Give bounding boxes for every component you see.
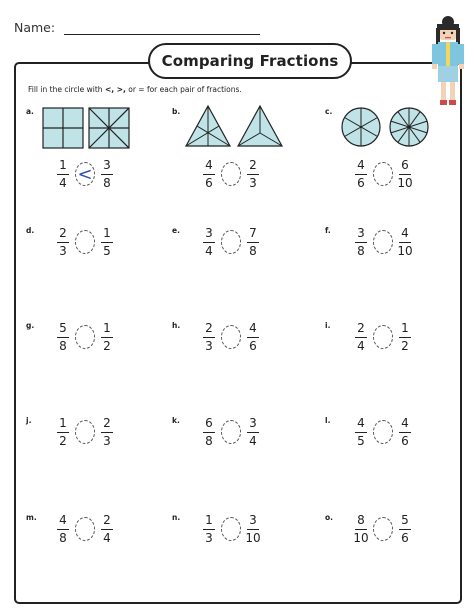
fraction-bar bbox=[399, 337, 411, 338]
right-fraction bbox=[98, 226, 116, 259]
problem-label: e. bbox=[172, 226, 180, 235]
problem-d bbox=[54, 222, 116, 262]
left-fraction bbox=[200, 321, 218, 354]
numerator: 1 bbox=[103, 225, 111, 240]
denominator: 4 bbox=[357, 338, 365, 353]
numerator: 4 bbox=[249, 320, 257, 335]
left-fraction bbox=[54, 226, 72, 259]
answer-circle[interactable] bbox=[221, 517, 241, 541]
fraction-bar bbox=[57, 432, 69, 433]
numerator: 2 bbox=[103, 512, 111, 527]
right-fraction bbox=[98, 416, 116, 449]
answer-circle[interactable] bbox=[75, 517, 95, 541]
denominator: 3 bbox=[249, 175, 257, 190]
triangle-thirds-illustration bbox=[236, 104, 284, 148]
denominator: 3 bbox=[205, 530, 213, 545]
problem-label: f. bbox=[325, 226, 331, 235]
fraction-bar bbox=[399, 529, 411, 530]
problem-o bbox=[352, 509, 414, 549]
problem-label: j. bbox=[26, 416, 32, 425]
fraction-bar bbox=[57, 174, 69, 175]
answer-circle[interactable] bbox=[75, 325, 95, 349]
instructions-suffix: or = for each pair of fractions. bbox=[125, 85, 242, 94]
numerator: 4 bbox=[205, 157, 213, 172]
instructions-prefix: Fill in the circle with bbox=[28, 85, 105, 94]
answer-circle[interactable] bbox=[373, 230, 393, 254]
problem-i bbox=[352, 317, 414, 357]
right-fraction bbox=[98, 321, 116, 354]
problem-h bbox=[200, 317, 262, 357]
right-fraction bbox=[396, 226, 414, 259]
problem-l bbox=[352, 412, 414, 452]
fraction-bar bbox=[247, 529, 259, 530]
left-fraction bbox=[54, 513, 72, 546]
fraction-bar bbox=[399, 432, 411, 433]
problem-g bbox=[54, 317, 116, 357]
numerator: 1 bbox=[401, 320, 409, 335]
left-fraction bbox=[54, 158, 72, 191]
answer-circle[interactable]: < bbox=[75, 162, 95, 186]
right-fraction bbox=[244, 513, 262, 546]
problem-label: m. bbox=[26, 513, 37, 522]
problem-label: i. bbox=[325, 321, 331, 330]
left-fraction bbox=[200, 513, 218, 546]
denominator: 5 bbox=[357, 433, 365, 448]
problem-label: o. bbox=[325, 513, 334, 522]
worksheet-title: Comparing Fractions bbox=[148, 43, 352, 79]
square-eighths-illustration bbox=[88, 107, 130, 149]
denominator: 8 bbox=[205, 433, 213, 448]
fraction-bar bbox=[247, 242, 259, 243]
problem-b bbox=[200, 154, 262, 194]
instructions-symbols: <, >, bbox=[104, 85, 126, 94]
numerator: 2 bbox=[103, 415, 111, 430]
right-fraction bbox=[244, 416, 262, 449]
right-fraction bbox=[244, 321, 262, 354]
denominator: 4 bbox=[205, 243, 213, 258]
problem-f bbox=[352, 222, 414, 262]
numerator: 1 bbox=[59, 415, 67, 430]
left-fraction bbox=[352, 321, 370, 354]
right-fraction bbox=[244, 158, 262, 191]
fraction-bar bbox=[203, 242, 215, 243]
problem-label: n. bbox=[172, 513, 181, 522]
left-fraction bbox=[352, 158, 370, 191]
left-fraction bbox=[200, 416, 218, 449]
denominator: 2 bbox=[59, 433, 67, 448]
denominator: 2 bbox=[401, 338, 409, 353]
left-fraction bbox=[352, 226, 370, 259]
denominator: 2 bbox=[103, 338, 111, 353]
fraction-bar bbox=[203, 337, 215, 338]
answer-circle[interactable] bbox=[373, 162, 393, 186]
problem-j bbox=[54, 412, 116, 452]
fraction-bar bbox=[203, 174, 215, 175]
problem-label: d. bbox=[26, 226, 35, 235]
numerator: 1 bbox=[205, 512, 213, 527]
left-fraction bbox=[54, 321, 72, 354]
right-fraction bbox=[396, 416, 414, 449]
circle-sixths-illustration bbox=[340, 106, 382, 148]
numerator: 3 bbox=[205, 225, 213, 240]
problem-label: a. bbox=[26, 107, 34, 116]
numerator: 4 bbox=[59, 512, 67, 527]
answer-circle[interactable] bbox=[75, 420, 95, 444]
right-fraction bbox=[244, 226, 262, 259]
denominator: 4 bbox=[249, 433, 257, 448]
numerator: 2 bbox=[249, 157, 257, 172]
answer-circle[interactable] bbox=[373, 420, 393, 444]
numerator: 4 bbox=[401, 225, 409, 240]
left-fraction bbox=[352, 513, 370, 546]
answer-circle[interactable] bbox=[221, 162, 241, 186]
denominator: 6 bbox=[205, 175, 213, 190]
fraction-bar bbox=[399, 242, 411, 243]
denominator: 8 bbox=[357, 243, 365, 258]
numerator: 2 bbox=[357, 320, 365, 335]
denominator: 10 bbox=[397, 175, 413, 190]
denominator: 6 bbox=[401, 433, 409, 448]
answer-circle[interactable] bbox=[373, 325, 393, 349]
numerator: 2 bbox=[205, 320, 213, 335]
denominator: 8 bbox=[103, 175, 111, 190]
problem-label: h. bbox=[172, 321, 181, 330]
numerator: 6 bbox=[205, 415, 213, 430]
fraction-bar bbox=[101, 337, 113, 338]
right-fraction bbox=[98, 158, 116, 191]
instructions bbox=[28, 85, 242, 94]
left-fraction bbox=[200, 226, 218, 259]
fraction-bar bbox=[247, 432, 259, 433]
denominator: 10 bbox=[245, 530, 261, 545]
numerator: 4 bbox=[357, 415, 365, 430]
numerator: 6 bbox=[401, 157, 409, 172]
circle-tenths-illustration bbox=[388, 106, 430, 148]
numerator: 4 bbox=[357, 157, 365, 172]
fraction-bar bbox=[57, 337, 69, 338]
right-fraction bbox=[98, 513, 116, 546]
girl-illustration bbox=[428, 14, 468, 112]
fraction-bar bbox=[101, 242, 113, 243]
problem-m bbox=[54, 509, 116, 549]
right-fraction bbox=[396, 513, 414, 546]
problem-n bbox=[200, 509, 262, 549]
fraction-bar bbox=[355, 529, 367, 530]
denominator: 5 bbox=[103, 243, 111, 258]
answer-circle[interactable] bbox=[221, 420, 241, 444]
name-label: Name: bbox=[14, 20, 56, 35]
fraction-bar bbox=[203, 432, 215, 433]
fraction-bar bbox=[355, 337, 367, 338]
triangle-sixths-illustration bbox=[184, 104, 232, 148]
left-fraction bbox=[352, 416, 370, 449]
problem-label: g. bbox=[26, 321, 35, 330]
right-fraction bbox=[396, 321, 414, 354]
denominator: 10 bbox=[353, 530, 369, 545]
denominator: 8 bbox=[249, 243, 257, 258]
denominator: 4 bbox=[103, 530, 111, 545]
problem-a bbox=[54, 154, 116, 194]
answer-circle[interactable] bbox=[221, 230, 241, 254]
numerator: 3 bbox=[103, 157, 111, 172]
problem-label: c. bbox=[325, 107, 333, 116]
fraction-bar bbox=[355, 432, 367, 433]
problem-e bbox=[200, 222, 262, 262]
denominator: 6 bbox=[401, 530, 409, 545]
numerator: 7 bbox=[249, 225, 257, 240]
fraction-bar bbox=[203, 529, 215, 530]
numerator: 3 bbox=[249, 415, 257, 430]
numerator: 8 bbox=[357, 512, 365, 527]
fraction-bar bbox=[57, 242, 69, 243]
denominator: 3 bbox=[59, 243, 67, 258]
denominator: 6 bbox=[357, 175, 365, 190]
denominator: 4 bbox=[59, 175, 67, 190]
problem-k bbox=[200, 412, 262, 452]
right-fraction bbox=[396, 158, 414, 191]
fraction-bar bbox=[399, 174, 411, 175]
fraction-bar bbox=[57, 529, 69, 530]
fraction-bar bbox=[101, 529, 113, 530]
numerator: 1 bbox=[59, 157, 67, 172]
problem-c bbox=[352, 154, 414, 194]
fraction-bar bbox=[355, 242, 367, 243]
fraction-bar bbox=[247, 337, 259, 338]
numerator: 4 bbox=[401, 415, 409, 430]
denominator: 10 bbox=[397, 243, 413, 258]
square-fourths-illustration bbox=[42, 107, 84, 149]
denominator: 3 bbox=[205, 338, 213, 353]
denominator: 8 bbox=[59, 530, 67, 545]
numerator: 5 bbox=[401, 512, 409, 527]
problem-label: k. bbox=[172, 416, 180, 425]
problem-label: b. bbox=[172, 107, 181, 116]
fraction-bar bbox=[355, 174, 367, 175]
answer-circle[interactable] bbox=[75, 230, 95, 254]
numerator: 3 bbox=[249, 512, 257, 527]
numerator: 1 bbox=[103, 320, 111, 335]
denominator: 8 bbox=[59, 338, 67, 353]
left-fraction bbox=[200, 158, 218, 191]
numerator: 2 bbox=[59, 225, 67, 240]
numerator: 5 bbox=[59, 320, 67, 335]
numerator: 3 bbox=[357, 225, 365, 240]
name-input-line[interactable] bbox=[64, 34, 260, 35]
left-fraction bbox=[54, 416, 72, 449]
fraction-bar bbox=[101, 174, 113, 175]
fraction-bar bbox=[247, 174, 259, 175]
denominator: 6 bbox=[249, 338, 257, 353]
answer-circle[interactable] bbox=[221, 325, 241, 349]
denominator: 3 bbox=[103, 433, 111, 448]
answer-circle[interactable] bbox=[373, 517, 393, 541]
fraction-bar bbox=[101, 432, 113, 433]
problem-label: l. bbox=[325, 416, 331, 425]
